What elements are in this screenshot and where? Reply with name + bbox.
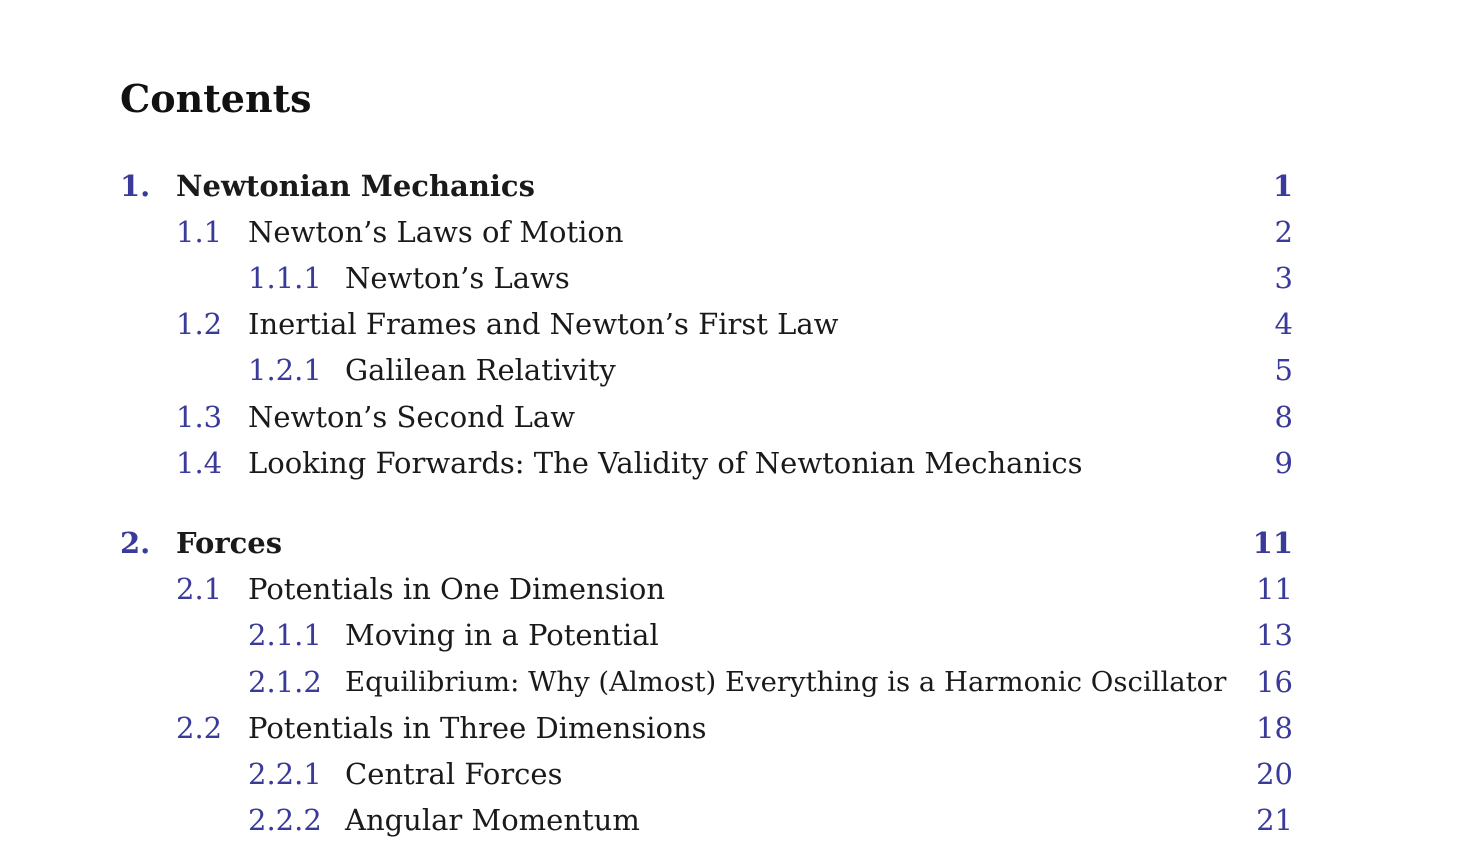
toc-entry-number[interactable]: 2.2	[176, 711, 223, 745]
toc-entry-subsection-2-1-1[interactable]	[0, 615, 1466, 655]
toc-entry-number[interactable]: 2.	[120, 526, 151, 560]
toc-entry-page-link[interactable]: 11	[1252, 526, 1293, 560]
toc-entry-page-link[interactable]: 16	[1256, 665, 1293, 699]
toc-entry-chapter-2[interactable]	[0, 523, 1466, 563]
toc-entry-section-1-4[interactable]	[0, 443, 1466, 483]
toc-entry-page-link[interactable]: 11	[1256, 572, 1293, 606]
toc-entry-page-link[interactable]: 21	[1256, 803, 1293, 837]
toc-entry-title: Newtonian Mechanics	[176, 169, 535, 203]
toc-entry-page-link[interactable]: 2	[1274, 215, 1293, 249]
toc-entry-section-1-1[interactable]	[0, 212, 1466, 252]
toc-entry-title: Forces	[176, 526, 283, 560]
page-title: Contents	[120, 76, 312, 121]
toc-entry-title: Newton’s Laws	[345, 261, 570, 295]
toc-entry-section-1-3[interactable]	[0, 397, 1466, 437]
toc-entry-number[interactable]: 2.2.2	[248, 803, 322, 837]
toc-entry-page-link[interactable]: 9	[1274, 446, 1293, 480]
toc-entry-subsection-2-1-2[interactable]	[0, 662, 1466, 702]
toc-entry-page-link[interactable]: 20	[1256, 757, 1293, 791]
toc-entry-page-link[interactable]: 5	[1274, 353, 1293, 387]
toc-entry-chapter-1[interactable]	[0, 166, 1466, 206]
toc-entry-title: Inertial Frames and Newton’s First Law	[248, 307, 839, 341]
toc-entry-title: Equilibrium: Why (Almost) Everything is a Harmonic Oscillator	[345, 666, 1227, 698]
toc-entry-page-link[interactable]: 1	[1272, 169, 1293, 203]
toc-entry-title: Angular Momentum	[345, 803, 640, 837]
toc-entry-page-link[interactable]: 13	[1256, 618, 1293, 652]
toc-entry-number[interactable]: 1.	[120, 169, 151, 203]
toc-entry-title: Newton’s Second Law	[248, 400, 576, 434]
toc-entry-subsection-1-1-1[interactable]	[0, 258, 1466, 298]
toc-entry-page-link[interactable]: 18	[1256, 711, 1293, 745]
toc-entry-subsection-2-2-2[interactable]	[0, 800, 1466, 840]
toc-entry-number[interactable]: 1.1	[176, 215, 223, 249]
toc-entry-title: Galilean Relativity	[345, 353, 616, 387]
toc-entry-number[interactable]: 2.1.2	[248, 665, 322, 699]
toc-entry-section-2-2[interactable]	[0, 708, 1466, 748]
toc-entry-section-2-1[interactable]	[0, 569, 1466, 609]
toc-entry-page-link[interactable]: 4	[1274, 307, 1293, 341]
toc-entry-subsection-2-2-1[interactable]	[0, 754, 1466, 794]
toc-entry-number[interactable]: 1.3	[176, 400, 223, 434]
toc-entry-title: Potentials in Three Dimensions	[248, 711, 707, 745]
toc-entry-number[interactable]: 2.1.1	[248, 618, 322, 652]
toc-entry-number[interactable]: 1.4	[176, 446, 223, 480]
toc-entry-number[interactable]: 1.2	[176, 307, 223, 341]
toc-entry-number[interactable]: 1.2.1	[248, 353, 322, 387]
toc-entry-title: Potentials in One Dimension	[248, 572, 666, 606]
toc-entry-page-link[interactable]: 8	[1274, 400, 1293, 434]
toc-entry-number[interactable]: 2.2.1	[248, 757, 322, 791]
toc-entry-section-1-2[interactable]	[0, 304, 1466, 344]
toc-entry-subsection-1-2-1[interactable]	[0, 350, 1466, 390]
toc-entry-title: Central Forces	[345, 757, 563, 791]
toc-entry-page-link[interactable]: 3	[1274, 261, 1293, 295]
toc-entry-number[interactable]: 1.1.1	[248, 261, 322, 295]
toc-entry-title: Newton’s Laws of Motion	[248, 215, 624, 249]
toc-entry-title: Looking Forwards: The Validity of Newtonian Mechanics	[248, 446, 1083, 480]
toc-entry-title: Moving in a Potential	[345, 618, 659, 652]
toc-entry-number[interactable]: 2.1	[176, 572, 223, 606]
